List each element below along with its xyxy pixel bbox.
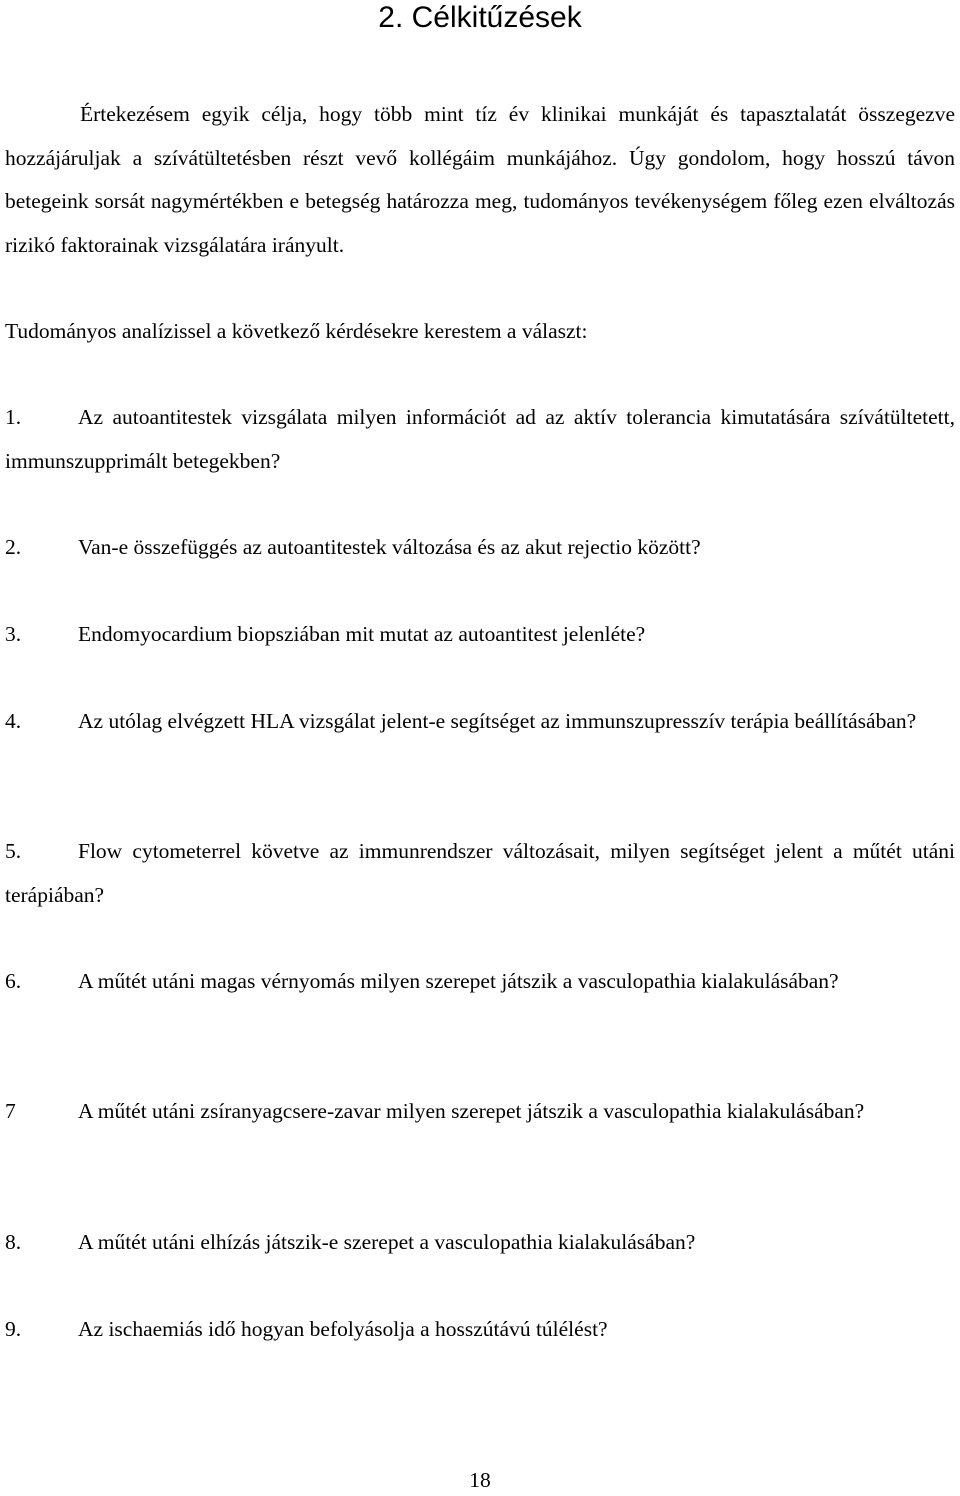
question-item xyxy=(5,1090,955,1134)
section-heading: 2. Célkitűzések xyxy=(378,1,582,34)
question-item xyxy=(5,396,955,483)
question-number: 7 xyxy=(5,1099,16,1123)
question-number: 5. xyxy=(5,839,22,863)
question-item xyxy=(5,700,955,744)
question-text: Van-e összefüggés az autoantitestek változása és az akut rejectio között? xyxy=(78,535,701,559)
question-number: 3. xyxy=(5,622,22,646)
question-item xyxy=(5,1308,955,1352)
question-number: 2. xyxy=(5,535,22,559)
question-text: Az utólag elvégzett HLA vizsgálat jelent-e segítséget az immunszupresszív terápia beállításában? xyxy=(78,709,917,733)
question-item xyxy=(5,613,955,657)
question-text: Endomyocardium biopsziában mit mutat az autoantitest jelenléte? xyxy=(78,622,646,646)
question-number: 9. xyxy=(5,1317,22,1341)
question-item xyxy=(5,830,955,917)
question-text: Flow cytometerrel követve az immunrendszer változásait, milyen segítséget jelent a műtét utáni terápiában? xyxy=(5,839,955,907)
question-text: Az ischaemiás idő hogyan befolyásolja a hosszútávú túlélést? xyxy=(78,1317,608,1341)
question-item xyxy=(5,1221,955,1265)
page-number: 18 xyxy=(469,1468,491,1492)
question-item xyxy=(5,960,955,1004)
question-text: Az autoantitestek vizsgálata milyen információt ad az aktív tolerancia kimutatására szívátültetett, immunszupprimált betegekben? xyxy=(5,405,955,473)
question-number: 1. xyxy=(5,405,22,429)
question-item xyxy=(5,526,955,570)
question-number: 8. xyxy=(5,1230,22,1254)
intro-paragraph: Értekezésem egyik célja, hogy több mint tíz év klinikai munkáját és tapasztalatát összegezve hozzájáruljak a szívátültetésben részt vevő kollégáim munkájához. Úgy gondolom, hogy hosszú távon betegeink sorsát nagymértékben e betegség határozza meg, tudományos tevékenységem főleg ezen elváltozás rizikó faktorainak vizsgálatára irányult. xyxy=(5,102,955,257)
question-number: 4. xyxy=(5,709,22,733)
question-text: A műtét utáni magas vérnyomás milyen szerepet játszik a vasculopathia kialakulásában? xyxy=(78,969,839,993)
lead-sentence: Tudományos analízissel a következő kérdésekre kerestem a választ: xyxy=(5,319,588,343)
question-text: A műtét utáni zsíranyagcsere-zavar milyen szerepet játszik a vasculopathia kialakulásában? xyxy=(78,1099,865,1123)
question-text: A műtét utáni elhízás játszik-e szerepet a vasculopathia kialakulásában? xyxy=(78,1230,696,1254)
question-number: 6. xyxy=(5,969,22,993)
